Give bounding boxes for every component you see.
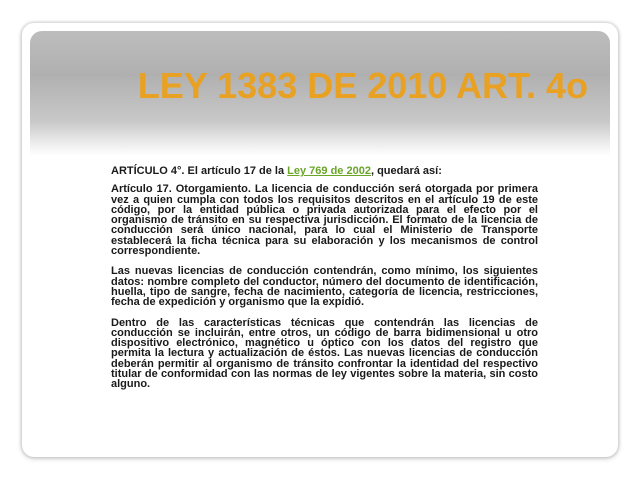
lead-prefix: ARTÍCULO 4°. El artículo 17 de la: [111, 165, 288, 177]
paragraph-otorgamiento: Artículo 17. Otorgamiento. La licencia de conducción será otorgada por primera vez a quien cumpla con todos los requisitos descritos en el artículo 19 de este código, por la entidad pública o privada autorizada para el efecto por el organismo de tránsito en su respectiva jurisdicción. El formato de la licencia de conducción será único nacional, para lo cual el Ministerio de Transporte establecerá la ficha técnica para su elaboración y los mecanismos de control correspondiente.: [111, 183, 538, 258]
slide-body: [111, 166, 538, 400]
paragraph-caracteristicas: Dentro de las características técnicas que contendrán las licencias de conducción se incluirán, entre otros, un código de barra bidimensional u otro dispositivo electrónico, magnético u óptico con los datos del registro que permita la lectura y actualización de éstos. Las nuevas licencias de conducción deberán permitir al organismo de tránsito confrontar la identidad del respectivo titular de conformidad con las normas de ley vigentes sobre la materia, sin costo alguno.: [111, 316, 538, 391]
law-link[interactable]: Ley 769 de 2002: [287, 165, 371, 177]
lead-suffix: , quedará así:: [370, 165, 442, 177]
lead-paragraph: [111, 166, 538, 176]
paragraph-datos: Las nuevas licencias de conducción contendrán, como mínimo, los siguientes datos: nombre completo del conductor, número del documento de identificación, huella, tipo de sangre, fecha de nacimiento, categoría de licencia, restricciones, fecha de expedición y organismo que la expidió.: [111, 265, 538, 309]
slide-title: LEY 1383 DE 2010 ART. 4o: [137, 65, 588, 106]
